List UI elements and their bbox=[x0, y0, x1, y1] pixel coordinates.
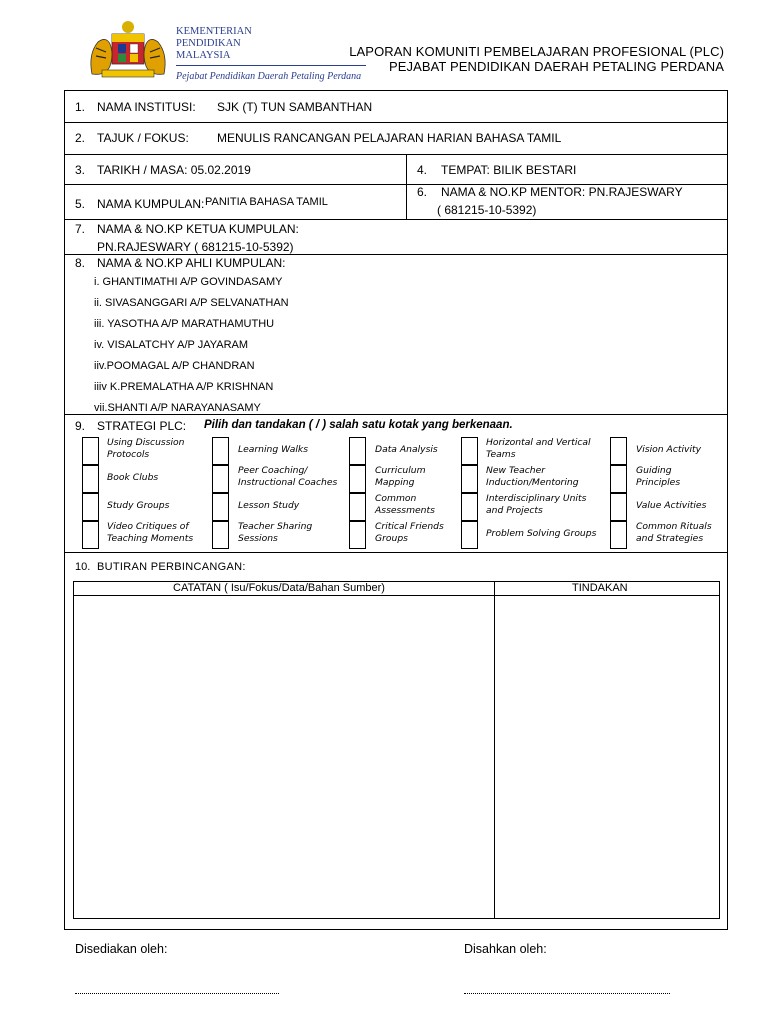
group-name-value[interactable]: PANITIA BAHASA TAMIL bbox=[205, 196, 328, 208]
strategy-common-rituals: Common Rituals and Strategies bbox=[636, 521, 712, 544]
strategy-peer-coaching: Peer Coaching/ Instructional Coaches bbox=[238, 465, 338, 488]
prepared-by-label: Disediakan oleh: bbox=[75, 942, 168, 956]
approved-by-signature-line[interactable] bbox=[464, 990, 670, 994]
strategy-critical-friends: Critical Friends Groups bbox=[375, 521, 444, 544]
strategy-video-critiques: Video Critiques of Teaching Moments bbox=[107, 521, 194, 544]
checkbox-video-critiques[interactable] bbox=[82, 521, 99, 549]
checkbox-using-discussion-protocols[interactable] bbox=[82, 437, 99, 465]
checkbox-lesson-study[interactable] bbox=[212, 493, 229, 521]
field-number: 3. bbox=[75, 163, 86, 177]
strategy-value-activities: Value Activities bbox=[636, 500, 707, 511]
field-number: 7. bbox=[75, 222, 86, 236]
mentor-label: NAMA & NO.KP MENTOR: PN.RAJESWARY bbox=[441, 185, 683, 199]
ministry-logo bbox=[84, 18, 374, 82]
member-item[interactable]: vii.SHANTI A/P NARAYANASAMY bbox=[94, 402, 261, 414]
checkbox-new-teacher-induction[interactable] bbox=[461, 465, 478, 493]
field-number: 2. bbox=[75, 131, 86, 145]
group-name-label: NAMA KUMPULAN: bbox=[97, 197, 205, 211]
column-divider bbox=[406, 155, 407, 220]
strategy-data-analysis: Data Analysis bbox=[375, 444, 438, 455]
member-item[interactable]: iiiv K.PREMALATHA A/P KRISHNAN bbox=[94, 381, 274, 393]
approved-by-label: Disahkan oleh: bbox=[464, 942, 547, 956]
checkbox-data-analysis[interactable] bbox=[349, 437, 366, 465]
checkbox-curriculum-mapping[interactable] bbox=[349, 465, 366, 493]
strategy-guiding-principles: Guiding Principles bbox=[636, 465, 681, 488]
member-item[interactable]: i. GHANTIMATHI A/P GOVINDASAMY bbox=[94, 276, 283, 288]
field-number: 10. bbox=[75, 561, 91, 573]
row-date-place bbox=[65, 155, 727, 185]
ministry-subtitle: Pejabat Pendidikan Daerah Petaling Perdana bbox=[176, 71, 362, 82]
member-item[interactable]: ii. SIVASANGGARI A/P SELVANATHAN bbox=[94, 297, 289, 309]
strategy-new-teacher-induction: New Teacher Induction/Mentoring bbox=[486, 465, 579, 488]
report-title-line-1: LAPORAN KOMUNITI PEMBELAJARAN PROFESIONAL (PLC) bbox=[349, 44, 724, 59]
malaysia-coat-of-arms-icon bbox=[84, 18, 172, 82]
checkbox-peer-coaching[interactable] bbox=[212, 465, 229, 493]
strategy-horizontal-vertical-teams: Horizontal and Vertical Teams bbox=[486, 437, 591, 460]
field-number: 9. bbox=[75, 419, 86, 433]
mentor-id-value[interactable]: ( 681215-10-5392) bbox=[437, 203, 537, 217]
strategy-lesson-study: Lesson Study bbox=[238, 500, 300, 511]
field-number: 4. bbox=[417, 163, 428, 177]
topic-value[interactable]: MENULIS RANCANGAN PELAJARAN HARIAN BAHASA TAMIL bbox=[217, 131, 562, 145]
row-members bbox=[65, 255, 727, 415]
checkbox-vision-activity[interactable] bbox=[610, 437, 627, 465]
report-title-line-2: PEJABAT PENDIDIKAN DAERAH PETALING PERDANA bbox=[388, 59, 724, 74]
action-textarea[interactable] bbox=[498, 598, 716, 916]
strategy-curriculum-mapping: Curriculum Mapping bbox=[375, 465, 426, 488]
row-group-mentor bbox=[65, 185, 727, 220]
discussion-column-divider bbox=[494, 582, 495, 918]
group-leader-value[interactable]: PN.RAJESWARY ( 681215-10-5392) bbox=[97, 240, 294, 254]
strategy-study-groups: Study Groups bbox=[107, 500, 170, 511]
checkbox-horizontal-vertical-teams[interactable] bbox=[461, 437, 478, 465]
action-column-header: TINDAKAN bbox=[572, 582, 628, 594]
checkbox-guiding-principles[interactable] bbox=[610, 465, 627, 493]
place-field[interactable]: TEMPAT: BILIK BESTARI bbox=[441, 163, 577, 177]
checkbox-learning-walks[interactable] bbox=[212, 437, 229, 465]
field-number: 8. bbox=[75, 256, 86, 270]
ministry-line-3: MALAYSIA bbox=[176, 50, 231, 61]
prepared-by-signature-line[interactable] bbox=[75, 990, 279, 994]
group-leader-label: NAMA & NO.KP KETUA KUMPULAN: bbox=[97, 222, 299, 236]
discussion-table bbox=[73, 581, 720, 919]
members-label: NAMA & NO.KP AHLI KUMPULAN: bbox=[97, 256, 286, 270]
report-title bbox=[349, 44, 724, 74]
checkbox-value-activities[interactable] bbox=[610, 493, 627, 521]
row-strategy bbox=[65, 415, 727, 553]
field-number: 5. bbox=[75, 197, 86, 211]
checkbox-study-groups[interactable] bbox=[82, 493, 99, 521]
strategy-using-discussion-protocols: Using Discussion Protocols bbox=[107, 437, 185, 460]
topic-label: TAJUK / FOKUS: bbox=[97, 131, 189, 145]
ministry-name bbox=[176, 26, 366, 83]
strategy-learning-walks: Learning Walks bbox=[238, 444, 309, 455]
row-topic bbox=[65, 123, 727, 155]
notes-textarea[interactable] bbox=[76, 598, 490, 916]
ministry-line-1: KEMENTERIAN bbox=[176, 26, 252, 37]
institution-value[interactable]: SJK (T) TUN SAMBANTHAN bbox=[217, 100, 373, 114]
checkbox-critical-friends[interactable] bbox=[349, 521, 366, 549]
discussion-table-header bbox=[74, 582, 719, 596]
strategy-problem-solving-groups: Problem Solving Groups bbox=[486, 528, 597, 539]
institution-label: NAMA INSTITUSI: bbox=[97, 100, 196, 114]
date-time-field[interactable]: TARIKH / MASA: 05.02.2019 bbox=[97, 163, 251, 177]
strategy-book-clubs: Book Clubs bbox=[107, 472, 159, 483]
field-number: 1. bbox=[75, 100, 86, 114]
notes-column-header: CATATAN ( Isu/Fokus/Data/Bahan Sumber) bbox=[173, 582, 385, 594]
discussion-label: BUTIRAN PERBINCANGAN: bbox=[97, 561, 246, 573]
ministry-line-2: PENDIDIKAN bbox=[176, 38, 241, 49]
strategy-common-assessments: Common Assessments bbox=[375, 493, 435, 516]
plc-report-form bbox=[64, 90, 728, 930]
checkbox-common-assessments[interactable] bbox=[349, 493, 366, 521]
field-number: 6. bbox=[417, 185, 428, 199]
member-item[interactable]: iii. YASOTHA A/P MARATHAMUTHU bbox=[94, 318, 275, 330]
member-item[interactable]: iv. VISALATCHY A/P JAYARAM bbox=[94, 339, 249, 351]
strategy-teacher-sharing: Teacher Sharing Sessions bbox=[238, 521, 313, 544]
strategy-interdisciplinary-units: Interdisciplinary Units and Projects bbox=[486, 493, 587, 516]
strategy-label: STRATEGI PLC: bbox=[97, 419, 187, 433]
checkbox-problem-solving-groups[interactable] bbox=[461, 521, 478, 549]
member-item[interactable]: iiv.POOMAGAL A/P CHANDRAN bbox=[94, 360, 255, 372]
checkbox-interdisciplinary-units[interactable] bbox=[461, 493, 478, 521]
row-institution bbox=[65, 91, 727, 123]
strategy-vision-activity: Vision Activity bbox=[636, 444, 702, 455]
ministry-rule bbox=[176, 65, 366, 66]
row-group-leader bbox=[65, 220, 727, 255]
strategy-instruction: Pilih dan tandakan ( / ) salah satu kotak yang berkenaan. bbox=[204, 419, 513, 431]
checkbox-teacher-sharing[interactable] bbox=[212, 521, 229, 549]
checkbox-common-rituals[interactable] bbox=[610, 521, 627, 549]
checkbox-book-clubs[interactable] bbox=[82, 465, 99, 493]
